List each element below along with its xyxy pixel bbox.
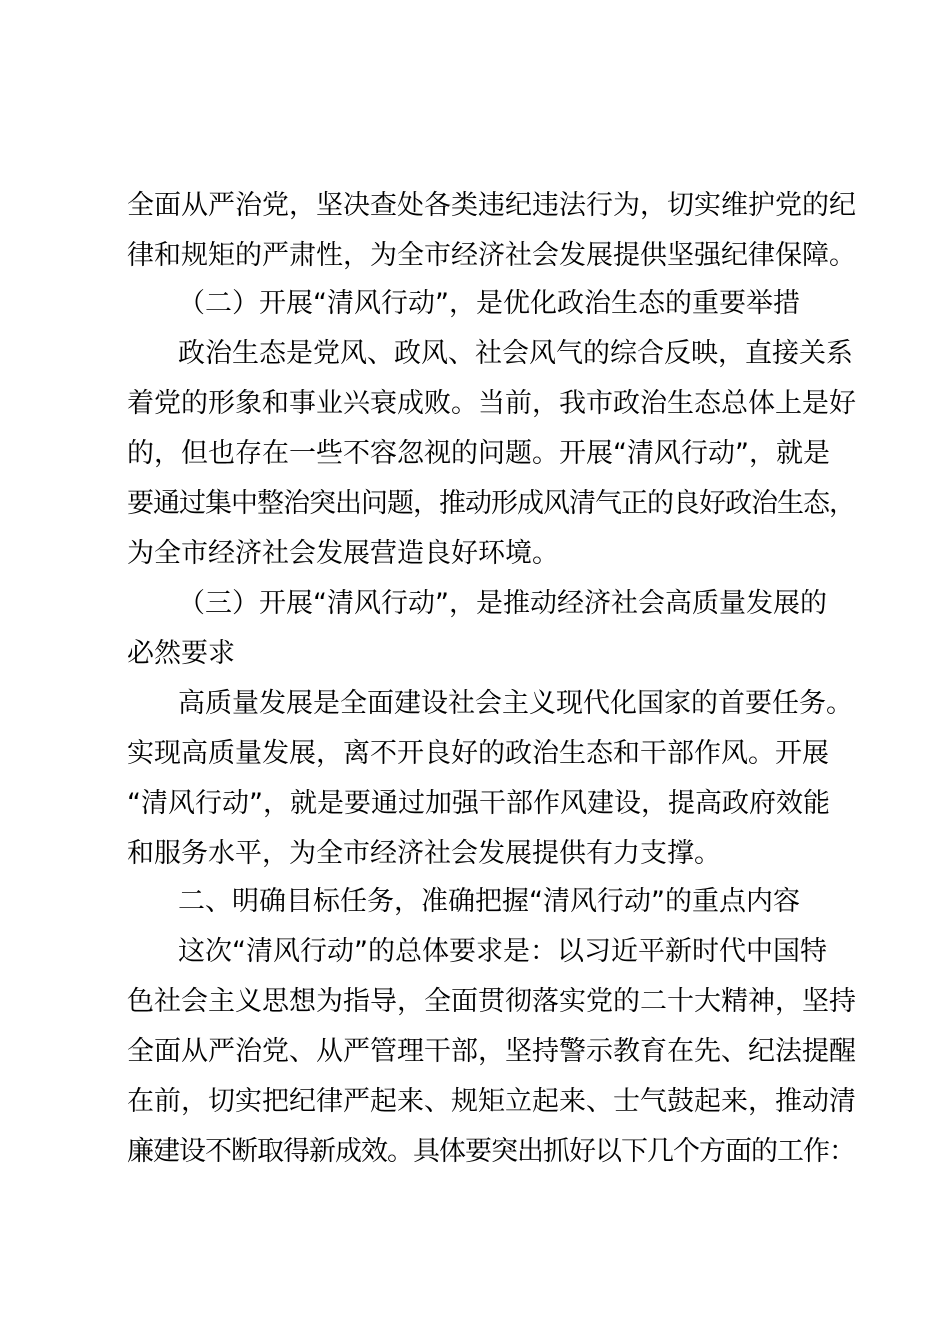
paragraph-line: 着党的形象和事业兴衰成败。当前，我市政治生态总体上是好 bbox=[127, 388, 856, 419]
paragraph-line: 高质量发展是全面建设社会主义现代化国家的首要任务。 bbox=[178, 688, 853, 719]
paragraph-line: 廉建设不断取得新成效。具体要突出抓好以下几个方面的工作： bbox=[127, 1136, 855, 1167]
paragraph-line: 全面从严治党，坚决查处各类违纪违法行为，切实维护党的纪 bbox=[127, 190, 856, 221]
paragraph-line: 色社会主义思想为指导，全面贯彻落实党的二十大精神，坚持 bbox=[127, 986, 856, 1017]
paragraph-line: 这次“清风行动”的总体要求是：以习近平新时代中国特 bbox=[178, 936, 827, 967]
paragraph-line: 要通过集中整治突出问题，推动形成风清气正的良好政治生态， bbox=[127, 488, 855, 519]
paragraph-line: 实现高质量发展，离不开良好的政治生态和干部作风。开展 bbox=[127, 738, 829, 769]
paragraph-line: 律和规矩的严肃性，为全市经济社会发展提供坚强纪律保障。 bbox=[127, 240, 856, 271]
paragraph-line: 为全市经济社会发展营造良好环境。 bbox=[127, 538, 559, 569]
section-heading: 二、明确目标任务，准确把握“清风行动”的重点内容 bbox=[178, 886, 800, 917]
section-heading-continued: 必然要求 bbox=[127, 638, 235, 669]
paragraph-line: 政治生态是党风、政风、社会风气的综合反映，直接关系 bbox=[178, 338, 853, 369]
paragraph-line: “清风行动”，就是要通过加强干部作风建设，提高政府效能 bbox=[127, 788, 830, 819]
paragraph-line: 的，但也存在一些不容忽视的问题。开展“清风行动”，就是 bbox=[127, 438, 830, 469]
paragraph-line: 和服务水平，为全市经济社会发展提供有力支撑。 bbox=[127, 838, 721, 869]
paragraph-line: 在前，切实把纪律严起来、规矩立起来、士气鼓起来，推动清 bbox=[127, 1086, 856, 1117]
paragraph-line: 全面从严治党、从严管理干部，坚持警示教育在先、纪法提醒 bbox=[127, 1036, 856, 1067]
section-heading: （三）开展“清风行动”，是推动经济社会高质量发展的 bbox=[178, 588, 827, 619]
section-heading: （二）开展“清风行动”，是优化政治生态的重要举措 bbox=[178, 288, 800, 319]
